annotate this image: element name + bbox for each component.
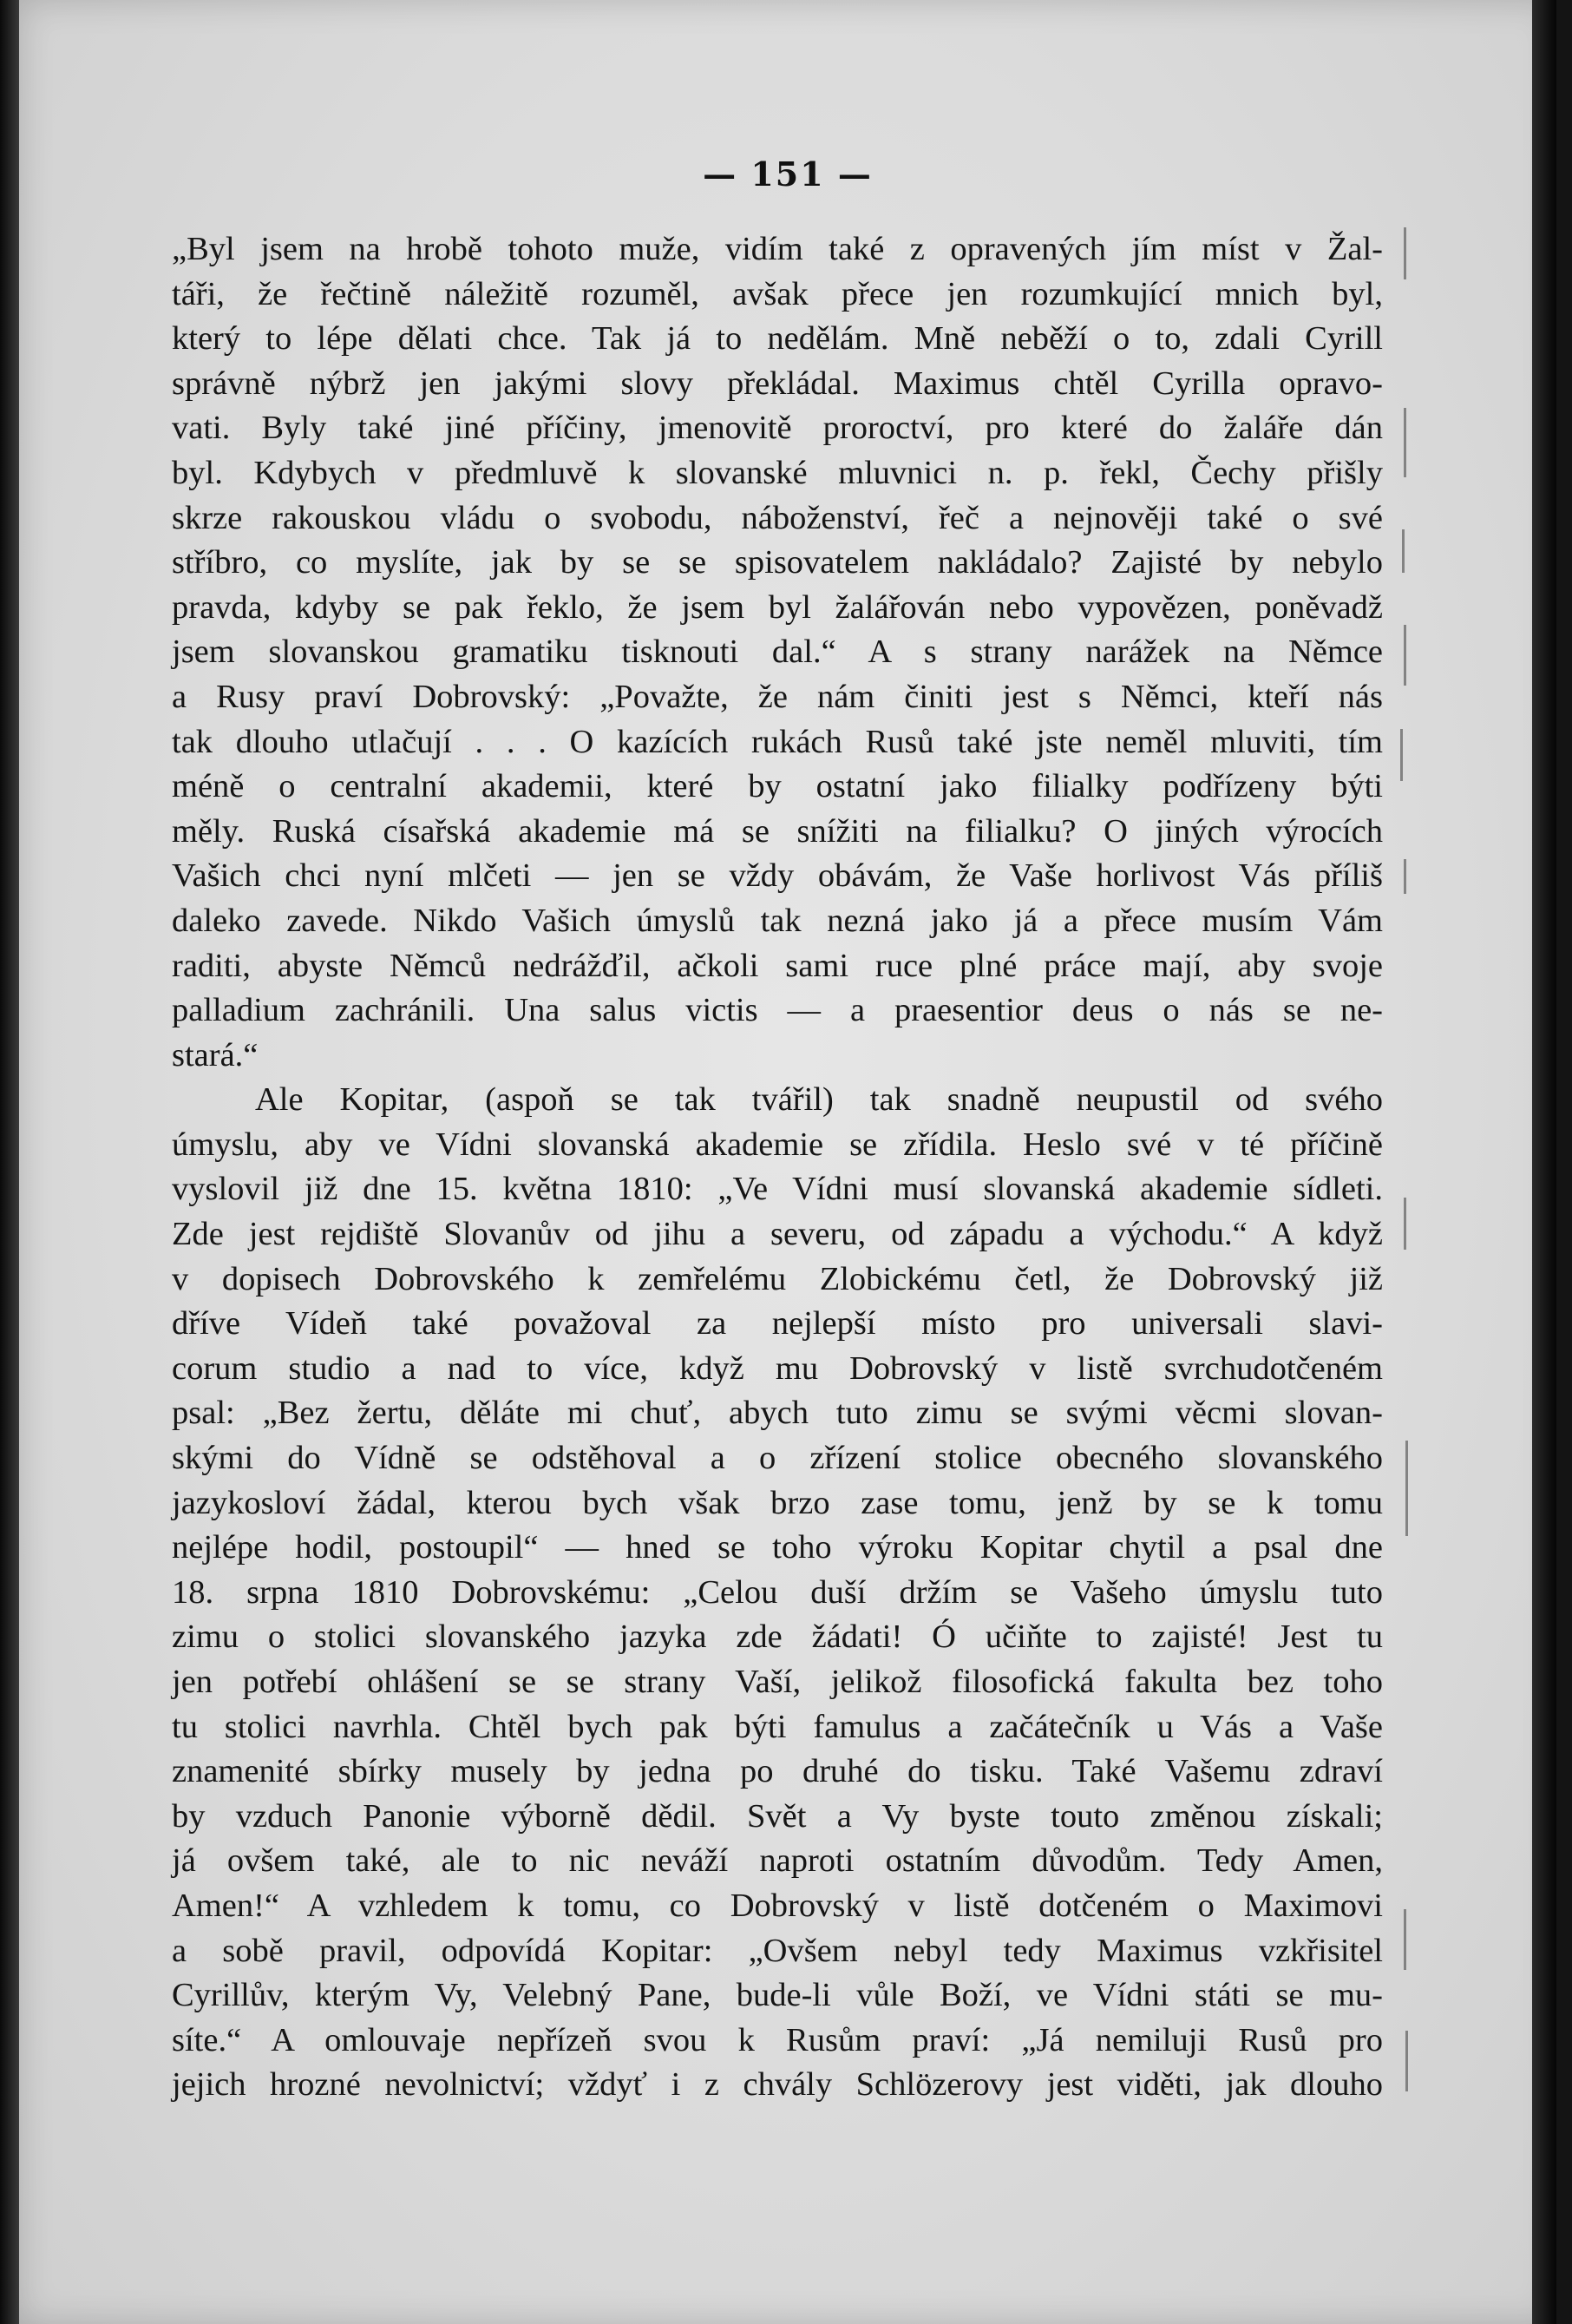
text-line: 18. srpna 1810 Dobrovskému: „Celou duší držím se Vašeho úmyslu tuto xyxy=(172,1573,1383,1611)
margin-mark xyxy=(1404,227,1406,279)
text-line: skými do Vídně se odstěhoval a o zřízení stolice obecného slovanského xyxy=(172,1440,1383,1477)
text-line: a Rusy praví Dobrovský: „Považte, že nám činiti jest s Němci, kteří nás xyxy=(172,678,1383,715)
text-line: táři, že řečtině náležitě rozuměl, avšak přece jen rozumkující mnich byl, xyxy=(172,275,1383,312)
text-line: znamenité sbírky musely by jedna po druhé do tisku. Také Vašemu zdraví xyxy=(172,1753,1383,1790)
text-line: byl. Kdybych v předmluvě k slovanské mluvnici n. p. řekl, Čechy přišly xyxy=(172,454,1383,491)
text-line: tak dlouho utlačují . . . O kazících rukách Rusů také jste neměl mluviti, tím xyxy=(172,723,1383,760)
text-line: „Byl jsem na hrobě tohoto muže, vidím také z opravených jím míst v Žal- xyxy=(172,231,1383,267)
text-line: stříbro, co myslíte, jak by se se spisovatelem nakládalo? Zajisté by nebylo xyxy=(172,544,1383,581)
text-line: Zde jest rejdiště Slovanův od jihu a severu, od západu a východu.“ A když xyxy=(172,1216,1383,1253)
text-line: corum studio a nad to více, když mu Dobrovský v listě svrchudotčeném xyxy=(172,1349,1383,1387)
scan-left-edge xyxy=(0,0,19,2324)
body-text xyxy=(172,227,1383,2108)
text-line: Amen!“ A vzhledem k tomu, co Dobrovský v listě dotčeném o Maximovi xyxy=(172,1887,1383,1924)
text-line: jejich hrozné nevolnictví; vždyť i z chvály Schlözerovy jest viděti, jak dlouho xyxy=(172,2066,1383,2104)
margin-mark xyxy=(1405,2031,1408,2091)
text-line: psal: „Bez žertu, děláte mi chuť, abych tuto zimu se svými věcmi slovan- xyxy=(172,1395,1383,1432)
text-line: vyslovil již dne 15. května 1810: „Ve Vídni musí slovanská akademie sídleti. xyxy=(172,1171,1383,1208)
text-line: daleko zavede. Nikdo Vašich úmyslů tak nezná jako já a přece musím Vám xyxy=(172,902,1383,939)
text-line: Vašich chci nyní mlčeti — jen se vždy obávám, že Vaše horlivost Vás příliš xyxy=(172,857,1383,895)
margin-mark xyxy=(1404,859,1406,894)
margin-mark xyxy=(1404,1198,1406,1250)
text-line: v dopisech Dobrovského k zemřelému Zlobickému četl, že Dobrovský již xyxy=(172,1260,1383,1297)
text-line-paragraph-end: stará.“ xyxy=(172,1036,259,1073)
text-line: palladium zachránili. Una salus victis — a praesentior deus o nás se ne- xyxy=(172,992,1383,1029)
text-line-paragraph-start: Ale Kopitar, (aspoň se tak tvářil) tak snadně neupustil od svého xyxy=(255,1081,1383,1119)
text-line: správně nýbrž jen jakými slovy překládal. Maximus chtěl Cyrilla opravo- xyxy=(172,364,1383,402)
margin-mark xyxy=(1404,625,1406,686)
text-line: skrze rakouskou vládu o svobodu, náboženství, řeč a nejnověji také o své xyxy=(172,499,1383,536)
text-line: dříve Vídeň také považoval za nejlepší místo pro universali slavi- xyxy=(172,1305,1383,1343)
margin-mark xyxy=(1402,529,1405,573)
text-line: by vzduch Panonie výborně dědil. Svět a Vy byste touto změnou získali; xyxy=(172,1797,1383,1835)
margin-mark xyxy=(1404,408,1406,477)
book-page xyxy=(19,0,1556,2324)
scan-right-edge xyxy=(1532,0,1556,2324)
text-line: jsem slovanskou gramatiku tisknouti dal.“ A s strany narážek na Němce xyxy=(172,634,1383,671)
text-line: a sobě pravil, odpovídá Kopitar: „Ovšem nebyl tedy Maximus vzkřisitel xyxy=(172,1932,1383,1969)
text-line: zimu o stolici slovanského jazyka zde žádati! Ó učiňte to zajisté! Jest tu xyxy=(172,1618,1383,1656)
page-number: — 151 — xyxy=(703,154,873,194)
text-line: tu stolici navrhla. Chtěl bych pak býti famulus a začátečník u Vás a Vaše xyxy=(172,1708,1383,1745)
margin-mark xyxy=(1404,1909,1406,1970)
text-line: síte.“ A omlouvaje nepřízeň svou k Rusům praví: „Já nemiluji Rusů pro xyxy=(172,2021,1383,2058)
text-line: měly. Ruská císařská akademie má se snížiti na filialku? O jiných výrocích xyxy=(172,812,1383,850)
text-line: raditi, abyste Němců nedrážďil, ačkoli sami ruce plné práce mají, aby svoje xyxy=(172,947,1383,984)
text-line: já ovšem také, ale to nic neváží naproti ostatním důvodům. Tedy Amen, xyxy=(172,1842,1383,1880)
text-line: jen potřebí ohlášení se se strany Vaší, jelikož filosofická fakulta bez toho xyxy=(172,1664,1383,1700)
text-line: který to lépe dělati chce. Tak já to nedělám. Mně neběží o to, zdali Cyrill xyxy=(172,320,1383,358)
text-line: nejlépe hodil, postoupil“ — hned se toho výroku Kopitar chytil a psal dne xyxy=(172,1529,1383,1566)
text-line: pravda, kdyby se pak řeklo, že jsem byl žalářován nebo vypovězen, poněvadž xyxy=(172,588,1383,626)
text-line: jazykosloví žádal, kterou bych však brzo zase tomu, jenž by se k tomu xyxy=(172,1484,1383,1521)
text-line: vati. Byly také jiné příčiny, jmenovitě proroctví, pro které do žaláře dán xyxy=(172,410,1383,447)
text-line: úmyslu, aby ve Vídni slovanská akademie se zřídila. Heslo své v té příčině xyxy=(172,1126,1383,1163)
text-line: méně o centralní akademii, které by ostatní jako filialky podřízeny býti xyxy=(172,768,1383,805)
margin-mark xyxy=(1400,729,1403,781)
text-line: Cyrillův, kterým Vy, Velebný Pane, bude-li vůle Boží, ve Vídni státi se mu- xyxy=(172,1977,1383,2014)
margin-mark xyxy=(1405,1441,1408,1536)
